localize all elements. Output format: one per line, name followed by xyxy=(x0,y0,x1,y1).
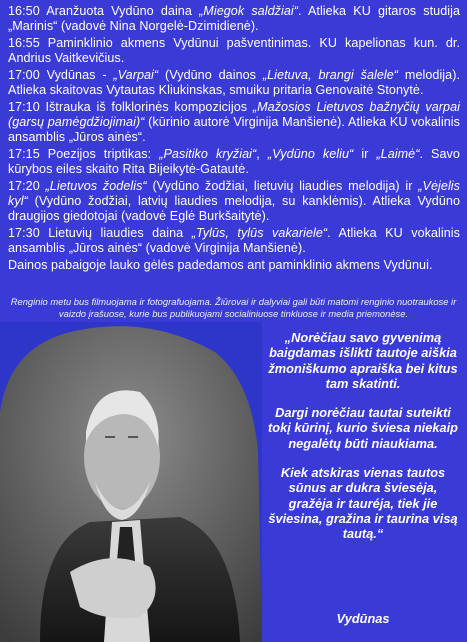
program-title: „Mažosios Lietuvos bažnyčių varpai (garsų pamėgdžiojimai)“ xyxy=(8,100,460,129)
quote-paragraph-3: Kiek atskiras vienas tautos sūnus ar dukra šviesėja, gražėja ir tauréja, tiek jie šviesina, gražina ir taurina visą tautą.“ xyxy=(268,465,458,542)
program-item xyxy=(8,36,460,66)
program-text: . Atlieka KU gitaros studija „Marinis“ (vadovė Nina Norgelė-Dzimidienė). xyxy=(8,4,460,33)
program-item xyxy=(8,258,460,273)
program-title: „Laimė“ xyxy=(376,147,420,161)
program-text: ir xyxy=(353,147,377,161)
program-title: „Miegok saldžiai“ xyxy=(199,4,298,18)
program-title: „Tylūs, tylūs vakariele“ xyxy=(191,226,328,240)
program-text: 17:00 Vydūnas - xyxy=(8,68,114,82)
program-text: . Savo kūrybos eiles skaito Rita Bijeikytė-Gatautė. xyxy=(8,147,460,176)
program-text: 16:55 Paminklinio akmens Vydūnui pašventinimas. KU kapelionas kun. dr. Andrius Vaitkevičius. xyxy=(8,36,460,65)
program-text: 17:15 Poezijos triptikas: xyxy=(8,147,160,161)
portrait-photo xyxy=(0,322,262,642)
program-text: (Vydūno žodžiai, lietuvių liaudies melodija) ir xyxy=(146,179,419,193)
portrait-illustration xyxy=(0,322,262,642)
program-text: 16:50 Aranžuota Vydūno daina xyxy=(8,4,200,18)
program-title: „Vėjelis kyl“ xyxy=(8,179,460,208)
program-text: 17:30 Lietuvių liaudies daina xyxy=(8,226,192,240)
program-text: 17:20 xyxy=(8,179,46,193)
program-text: . Atlieka KU vokalinis ansamblis „Jūros ainės“ (vadovė Virginija Manšienė). xyxy=(8,226,460,255)
program-item xyxy=(8,179,460,224)
filming-notice: Renginio metu bus filmuojama ir fotografuojama. Žiūrovai ir dalyviai gali būti matomi renginio nuotraukose ir vaizdo įrašuose, kurie bus publikuojami socialiniuose tinkluose ir media priemonėse. xyxy=(10,296,457,319)
program-item xyxy=(8,4,460,34)
program-item xyxy=(8,100,460,145)
quote-block xyxy=(268,330,458,556)
program-text: Dainos pabaigoje lauko gėlės padedamos ant paminklinio akmens Vydūnui. xyxy=(8,258,433,272)
quote-paragraph-2: Dargi norėčiau tautai suteikti tokį kūrinį, kurio šviesa niekaip negalėtų būti niaukiama. xyxy=(268,405,458,451)
quote-paragraph-1: „Norėčiau savo gyvenimą baigdamas išlikti tautoje aiškia žmoniškumo apraiška bei kitus tam skatinti. xyxy=(268,330,458,391)
program-title: „Pasitiko kryžiai“ xyxy=(159,147,257,161)
program-text: (kūrinio autorė Virginija Manšienė). Atlieka KU vokalinis ansamblis „Jūros ainės“. xyxy=(8,115,460,144)
quote-author: Vydūnas xyxy=(336,611,390,626)
program-text: (Vydūno žodžiai, latvių liaudies melodija, su kanklėmis). Atlieka Vydūno draugijos giedotojai (vadovė Eglė Burkšaitytė). xyxy=(8,194,460,223)
program-item xyxy=(8,147,460,177)
program-item xyxy=(8,226,460,256)
program-list xyxy=(8,4,460,275)
program-item xyxy=(8,68,460,98)
program-title: „Lietuva, brangi šalele“ xyxy=(262,68,399,82)
program-title: „Vydūno keliu“ xyxy=(267,147,354,161)
program-title: „Lietuvos žodelis“ xyxy=(45,179,147,193)
program-title: „Varpai“ xyxy=(113,68,159,82)
program-text: 17:10 Ištrauka iš folklorinės kompozicijos xyxy=(8,100,253,114)
program-text: , xyxy=(256,147,268,161)
program-text: (Vydūno dainos xyxy=(158,68,263,82)
program-text: melodija). Atlieka skaitovas Vytautas Kliukinskas, smuiku pritaria Genovaitė Stonytė. xyxy=(8,68,460,97)
